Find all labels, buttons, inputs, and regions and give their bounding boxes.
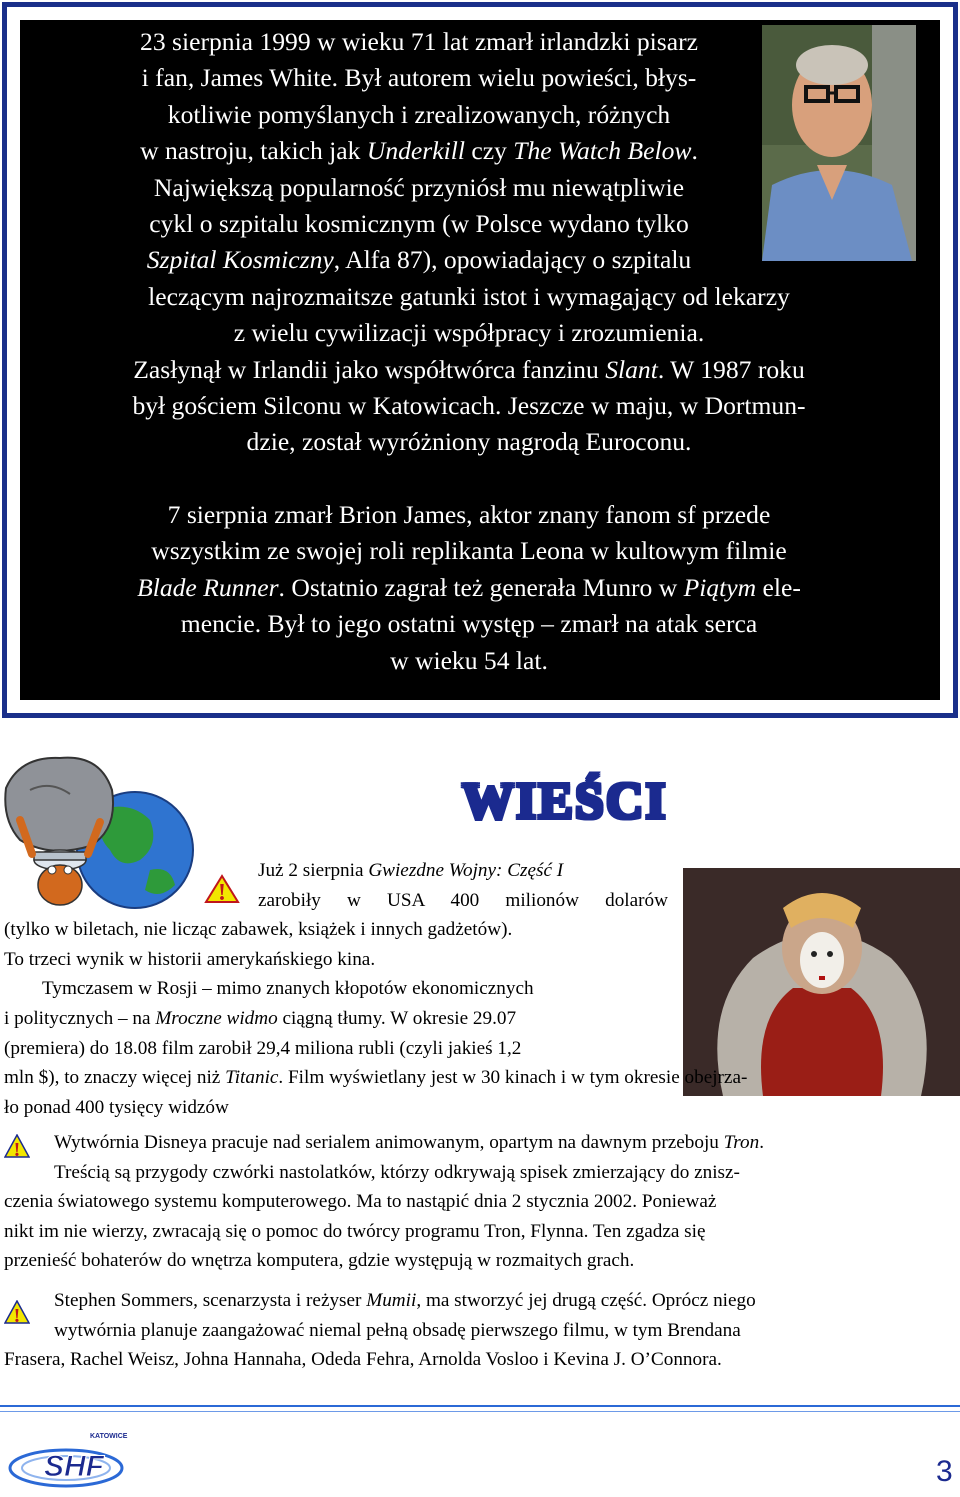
text-line: (premiera) do 18.08 film zarobił 29,4 miliona rubli (czyli jakieś 1,2 [4, 1037, 522, 1059]
text-line: Wytwórnia Disneya pracuje nad serialem animowanym, opartym na dawnym przeboju Tron. [54, 1132, 765, 1153]
text-line: Największą popularność przyniósł mu niewątpliwie [153, 172, 685, 202]
exclamation-icon [4, 1134, 30, 1158]
text-line: Stephen Sommers, scenarzysta i reżyser Mumii, ma stworzyć jej drugą część. Oprócz niego [54, 1290, 756, 1311]
logo-text: SHF [44, 1450, 104, 1483]
text-line: kotliwie pomyślanych i zrealizowanych, różnych [167, 99, 671, 129]
text-line: przenieść bohaterów do wnętrza komputera, gdzie występują w rozmaitych grach. [4, 1250, 635, 1272]
shf-katowice-logo [4, 1418, 132, 1494]
page-number: 3 [936, 1455, 953, 1488]
obituary-james-white [64, 24, 874, 461]
text-line: wytwórnia planuje zaangażować niemal pełną obsadę pierwszego filmu, w tym Brendana [54, 1319, 741, 1341]
text-line: Blade Runner. Ostatnio zagrał też generała Munro w Piątym ele- [137, 572, 801, 602]
footer-rule-thin [0, 1411, 960, 1412]
text-line: Frasera, Rachel Weisz, Johna Hannaha, Odeda Fehra, Arnolda Vosloo i Kevina J. O’Connora. [4, 1349, 722, 1371]
text-line: leczącym najrozmaitsze gatunki istot i wymagający od lekarzy [148, 281, 790, 311]
text-line: i fan, James White. Był autorem wielu powieści, błys- [141, 63, 697, 93]
text-line: z wielu cywilizacji współpracy i zrozumienia. [233, 318, 705, 348]
news-item-star-wars-cont [4, 1063, 956, 1122]
text-line: mln $), to znaczy więcej niż Titanic. Film wyświetlany jest w 30 kinach i w tym okresie obejrza- [4, 1067, 748, 1088]
text-line: i politycznych – na Mroczne widmo ciągną tłumy. W okresie 29.07 [4, 1007, 517, 1029]
text-line: czenia światowego systemu komputerowego. Ma to nastąpić dnia 2 stycznia 2002. Ponieważ [4, 1191, 717, 1213]
obituary-brion-james [64, 497, 874, 679]
exclamation-icon [204, 874, 240, 904]
news-item-mummy [4, 1286, 956, 1375]
text-line: w nastroju, takich jak Underkill czy The Watch Below. [140, 136, 698, 166]
text-line: 23 sierpnia 1999 w wieku 71 lat zmarł irlandzki pisarz [140, 27, 698, 56]
text-line: w wieku 54 lat. [390, 645, 548, 675]
text-line: nikt im nie wierzy, zwracają się o pomoc do twórcy programu Tron, Flynna. Ten zgadza się [4, 1220, 706, 1242]
text-line: dzie, został wyróżniony nagrodą Euroconu. [246, 427, 692, 457]
svg-text:!: ! [218, 880, 226, 904]
text-line: wszystkim ze swojej roli replikanta Leona w kultowym filmie [151, 536, 787, 566]
text-line: 7 sierpnia zmarł Brion James, aktor znany fanom sf przede [167, 499, 771, 529]
text-line: Tymczasem w Rosji – mimo znanych kłopotów ekonomicznych [42, 978, 534, 1000]
queen-amidala-photo [683, 868, 960, 1096]
logo-subtext: KATOWICE [90, 1433, 128, 1440]
footer-rule [0, 1405, 960, 1407]
text-line: Zasłynął w Irlandii jako współtwórca fanzinu Slant. W 1987 roku [133, 354, 805, 384]
svg-text:!: ! [13, 1139, 21, 1158]
text-line: zarobiły w USA 400 milionów dolarów [258, 889, 668, 911]
text-line: cykl o szpitalu kosmicznym (w Polsce wydano tylko [149, 209, 689, 239]
text-line: Już 2 sierpnia Gwiezdne Wojny: Część I [258, 860, 564, 881]
text-line: ło ponad 400 tysięcy widzów [4, 1096, 229, 1118]
news-section-title: WIEŚCI [462, 773, 668, 830]
text-line: mencie. Był to jego ostatni występ – zmarł na atak serca [180, 609, 758, 639]
exclamation-icon [4, 1300, 30, 1324]
obituary-text [64, 24, 874, 679]
text-line: był gościem Silconu w Katowicach. Jeszcze w maju, w Dortmun- [132, 391, 806, 421]
news-item-star-wars [4, 856, 668, 1063]
news-item-tron [4, 1128, 956, 1276]
text-line: (tylko w biletach, nie licząc zabawek, książek i innych gadżetów). [4, 919, 513, 941]
svg-text:!: ! [13, 1305, 21, 1324]
text-line: To trzeci wynik w historii amerykańskiego kina. [4, 948, 376, 970]
text-line: Szpital Kosmiczny, Alfa 87), opowiadający o szpitalu [146, 245, 692, 275]
text-line: Treścią są przygody czwórki nastolatków, którzy odkrywają spisek zmierzający do znisz- [54, 1161, 740, 1183]
